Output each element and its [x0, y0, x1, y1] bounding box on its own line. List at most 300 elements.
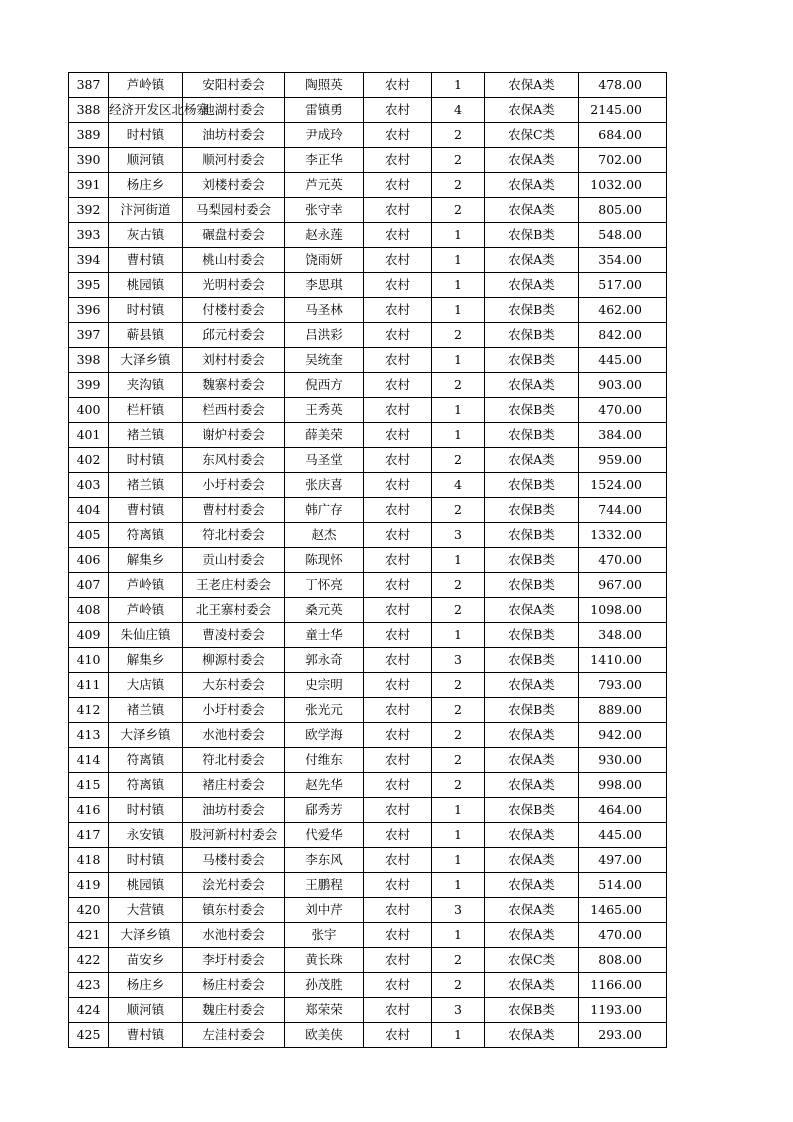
table-row: [69, 123, 667, 148]
records-table-body: [69, 73, 667, 1048]
table-row: [69, 173, 667, 198]
household-count-cell: 2: [432, 373, 485, 398]
row-number-cell: 391: [69, 173, 109, 198]
person-name-cell: 陈现怀: [285, 548, 364, 573]
table-row: [69, 273, 667, 298]
area-type-cell: 农村: [364, 1023, 432, 1048]
table-row: [69, 198, 667, 223]
insurance-category-cell: 农保A类: [485, 98, 579, 123]
insurance-category-cell: 农保A类: [485, 448, 579, 473]
town-cell: 朱仙庄镇: [109, 623, 183, 648]
row-number-cell: 388: [69, 98, 109, 123]
village-committee-cell: 北王寨村委会: [183, 598, 285, 623]
row-number-cell: 401: [69, 423, 109, 448]
row-number-cell: 404: [69, 498, 109, 523]
village-committee-cell: 水池村委会: [183, 923, 285, 948]
household-count-cell: 1: [432, 223, 485, 248]
household-count-cell: 2: [432, 123, 485, 148]
town-cell: 解集乡: [109, 548, 183, 573]
row-number-cell: 418: [69, 848, 109, 873]
person-name-cell: 吴统奎: [285, 348, 364, 373]
town-cell: 时村镇: [109, 448, 183, 473]
amount-cell: 942.00: [579, 723, 667, 748]
amount-cell: 1098.00: [579, 598, 667, 623]
insurance-category-cell: 农保A类: [485, 598, 579, 623]
row-number-cell: 419: [69, 873, 109, 898]
table-row: [69, 648, 667, 673]
person-name-cell: 倪西方: [285, 373, 364, 398]
row-number-cell: 421: [69, 923, 109, 948]
table-row: [69, 923, 667, 948]
amount-cell: 684.00: [579, 123, 667, 148]
amount-cell: 842.00: [579, 323, 667, 348]
area-type-cell: 农村: [364, 898, 432, 923]
village-committee-cell: 贡山村委会: [183, 548, 285, 573]
area-type-cell: 农村: [364, 348, 432, 373]
village-committee-cell: 刘村村委会: [183, 348, 285, 373]
person-name-cell: 桑元英: [285, 598, 364, 623]
person-name-cell: 马圣堂: [285, 448, 364, 473]
area-type-cell: 农村: [364, 423, 432, 448]
area-type-cell: 农村: [364, 298, 432, 323]
person-name-cell: 尹成玲: [285, 123, 364, 148]
household-count-cell: 2: [432, 198, 485, 223]
household-count-cell: 1: [432, 1023, 485, 1048]
town-cell: 顺河镇: [109, 148, 183, 173]
amount-cell: 930.00: [579, 748, 667, 773]
area-type-cell: 农村: [364, 448, 432, 473]
table-row: [69, 473, 667, 498]
table-row: [69, 848, 667, 873]
area-type-cell: 农村: [364, 973, 432, 998]
table-row: [69, 373, 667, 398]
person-name-cell: 童士华: [285, 623, 364, 648]
area-type-cell: 农村: [364, 73, 432, 98]
insurance-category-cell: 农保A类: [485, 873, 579, 898]
table-row: [69, 798, 667, 823]
town-cell: 芦岭镇: [109, 598, 183, 623]
amount-cell: 744.00: [579, 498, 667, 523]
amount-cell: 517.00: [579, 273, 667, 298]
table-row: [69, 148, 667, 173]
amount-cell: 470.00: [579, 548, 667, 573]
person-name-cell: 薛美荣: [285, 423, 364, 448]
area-type-cell: 农村: [364, 598, 432, 623]
amount-cell: 462.00: [579, 298, 667, 323]
person-name-cell: 郭永奇: [285, 648, 364, 673]
town-cell: 夹沟镇: [109, 373, 183, 398]
village-committee-cell: 池湖村委会: [183, 98, 285, 123]
row-number-cell: 411: [69, 673, 109, 698]
person-name-cell: 欧学海: [285, 723, 364, 748]
row-number-cell: 399: [69, 373, 109, 398]
household-count-cell: 1: [432, 348, 485, 373]
insurance-category-cell: 农保A类: [485, 198, 579, 223]
insurance-category-cell: 农保A类: [485, 148, 579, 173]
household-count-cell: 2: [432, 948, 485, 973]
person-name-cell: 李思琪: [285, 273, 364, 298]
row-number-cell: 414: [69, 748, 109, 773]
town-cell: 褚兰镇: [109, 698, 183, 723]
row-number-cell: 416: [69, 798, 109, 823]
amount-cell: 384.00: [579, 423, 667, 448]
person-name-cell: 赵先华: [285, 773, 364, 798]
insurance-category-cell: 农保C类: [485, 948, 579, 973]
area-type-cell: 农村: [364, 548, 432, 573]
insurance-category-cell: 农保A类: [485, 848, 579, 873]
table-row: [69, 948, 667, 973]
area-type-cell: 农村: [364, 248, 432, 273]
town-cell: 芦岭镇: [109, 573, 183, 598]
row-number-cell: 403: [69, 473, 109, 498]
town-cell: 曹村镇: [109, 1023, 183, 1048]
village-committee-cell: 符北村委会: [183, 748, 285, 773]
area-type-cell: 农村: [364, 398, 432, 423]
insurance-category-cell: 农保B类: [485, 798, 579, 823]
village-committee-cell: 柳源村委会: [183, 648, 285, 673]
area-type-cell: 农村: [364, 223, 432, 248]
area-type-cell: 农村: [364, 923, 432, 948]
person-name-cell: 李东风: [285, 848, 364, 873]
row-number-cell: 397: [69, 323, 109, 348]
insurance-category-cell: 农保A类: [485, 73, 579, 98]
village-committee-cell: 谢炉村委会: [183, 423, 285, 448]
household-count-cell: 1: [432, 248, 485, 273]
table-row: [69, 598, 667, 623]
town-cell: 杨庄乡: [109, 973, 183, 998]
row-number-cell: 394: [69, 248, 109, 273]
town-cell: 时村镇: [109, 123, 183, 148]
insurance-category-cell: 农保B类: [485, 648, 579, 673]
village-committee-cell: 付楼村委会: [183, 298, 285, 323]
village-committee-cell: 马梨园村委会: [183, 198, 285, 223]
amount-cell: 497.00: [579, 848, 667, 873]
town-cell: 杨庄乡: [109, 173, 183, 198]
table-row: [69, 98, 667, 123]
village-committee-cell: 杨庄村委会: [183, 973, 285, 998]
village-committee-cell: 浍光村委会: [183, 873, 285, 898]
insurance-category-cell: 农保B类: [485, 698, 579, 723]
town-cell: 芦岭镇: [109, 73, 183, 98]
person-name-cell: 赵永莲: [285, 223, 364, 248]
amount-cell: 548.00: [579, 223, 667, 248]
village-committee-cell: 水池村委会: [183, 723, 285, 748]
town-cell: 汴河街道: [109, 198, 183, 223]
area-type-cell: 农村: [364, 623, 432, 648]
household-count-cell: 3: [432, 648, 485, 673]
amount-cell: 470.00: [579, 923, 667, 948]
table-row: [69, 773, 667, 798]
row-number-cell: 396: [69, 298, 109, 323]
village-committee-cell: 安阳村委会: [183, 73, 285, 98]
household-count-cell: 3: [432, 998, 485, 1023]
area-type-cell: 农村: [364, 948, 432, 973]
town-cell: 桃园镇: [109, 273, 183, 298]
records-table: [68, 72, 667, 1048]
amount-cell: 998.00: [579, 773, 667, 798]
person-name-cell: 饶雨妍: [285, 248, 364, 273]
amount-cell: 1332.00: [579, 523, 667, 548]
amount-cell: 702.00: [579, 148, 667, 173]
insurance-category-cell: 农保A类: [485, 898, 579, 923]
village-committee-cell: 油坊村委会: [183, 123, 285, 148]
town-cell: 大泽乡镇: [109, 923, 183, 948]
table-row: [69, 723, 667, 748]
insurance-category-cell: 农保C类: [485, 123, 579, 148]
table-row: [69, 448, 667, 473]
household-count-cell: 1: [432, 273, 485, 298]
insurance-category-cell: 农保A类: [485, 673, 579, 698]
town-cell: 褚兰镇: [109, 423, 183, 448]
town-cell: 大泽乡镇: [109, 723, 183, 748]
area-type-cell: 农村: [364, 723, 432, 748]
village-committee-cell: 碾盘村委会: [183, 223, 285, 248]
area-type-cell: 农村: [364, 573, 432, 598]
insurance-category-cell: 农保A类: [485, 248, 579, 273]
household-count-cell: 1: [432, 73, 485, 98]
amount-cell: 470.00: [579, 398, 667, 423]
town-cell: 顺河镇: [109, 998, 183, 1023]
amount-cell: 1193.00: [579, 998, 667, 1023]
town-cell: 大店镇: [109, 673, 183, 698]
town-cell: 曹村镇: [109, 248, 183, 273]
row-number-cell: 400: [69, 398, 109, 423]
insurance-category-cell: 农保B类: [485, 548, 579, 573]
amount-cell: 959.00: [579, 448, 667, 473]
insurance-category-cell: 农保A类: [485, 823, 579, 848]
amount-cell: 2145.00: [579, 98, 667, 123]
household-count-cell: 2: [432, 598, 485, 623]
row-number-cell: 422: [69, 948, 109, 973]
row-number-cell: 389: [69, 123, 109, 148]
person-name-cell: 王秀英: [285, 398, 364, 423]
row-number-cell: 392: [69, 198, 109, 223]
row-number-cell: 395: [69, 273, 109, 298]
insurance-category-cell: 农保A类: [485, 748, 579, 773]
table-row: [69, 573, 667, 598]
table-row: [69, 323, 667, 348]
amount-cell: 805.00: [579, 198, 667, 223]
table-row: [69, 398, 667, 423]
table-row: [69, 973, 667, 998]
person-name-cell: 张宇: [285, 923, 364, 948]
village-committee-cell: 油坊村委会: [183, 798, 285, 823]
amount-cell: 889.00: [579, 698, 667, 723]
area-type-cell: 农村: [364, 323, 432, 348]
person-name-cell: 欧美侠: [285, 1023, 364, 1048]
table-row: [69, 423, 667, 448]
row-number-cell: 412: [69, 698, 109, 723]
table-row: [69, 1023, 667, 1048]
household-count-cell: 2: [432, 723, 485, 748]
table-row: [69, 873, 667, 898]
insurance-category-cell: 农保A类: [485, 773, 579, 798]
table-row: [69, 673, 667, 698]
area-type-cell: 农村: [364, 748, 432, 773]
person-name-cell: 韩广存: [285, 498, 364, 523]
village-committee-cell: 刘楼村委会: [183, 173, 285, 198]
person-name-cell: 丁怀亮: [285, 573, 364, 598]
table-row: [69, 523, 667, 548]
insurance-category-cell: 农保B类: [485, 423, 579, 448]
insurance-category-cell: 农保B类: [485, 473, 579, 498]
town-cell: 桃园镇: [109, 873, 183, 898]
village-committee-cell: 栏西村委会: [183, 398, 285, 423]
person-name-cell: 李正华: [285, 148, 364, 173]
amount-cell: 293.00: [579, 1023, 667, 1048]
table-row: [69, 698, 667, 723]
insurance-category-cell: 农保B类: [485, 348, 579, 373]
town-cell: 栏杆镇: [109, 398, 183, 423]
area-type-cell: 农村: [364, 998, 432, 1023]
table-row: [69, 548, 667, 573]
amount-cell: 967.00: [579, 573, 667, 598]
household-count-cell: 2: [432, 323, 485, 348]
table-row: [69, 898, 667, 923]
area-type-cell: 农村: [364, 173, 432, 198]
town-cell: 经济开发区北杨寨: [109, 98, 183, 123]
row-number-cell: 423: [69, 973, 109, 998]
person-name-cell: 郈秀芳: [285, 798, 364, 823]
village-committee-cell: 镇东村委会: [183, 898, 285, 923]
household-count-cell: 2: [432, 673, 485, 698]
area-type-cell: 农村: [364, 698, 432, 723]
amount-cell: 1524.00: [579, 473, 667, 498]
insurance-category-cell: 农保A类: [485, 1023, 579, 1048]
table-row: [69, 748, 667, 773]
village-committee-cell: 顺河村委会: [183, 148, 285, 173]
household-count-cell: 1: [432, 923, 485, 948]
row-number-cell: 417: [69, 823, 109, 848]
town-cell: 大营镇: [109, 898, 183, 923]
town-cell: 褚兰镇: [109, 473, 183, 498]
amount-cell: 1410.00: [579, 648, 667, 673]
person-name-cell: 芦元英: [285, 173, 364, 198]
area-type-cell: 农村: [364, 198, 432, 223]
person-name-cell: 陶照英: [285, 73, 364, 98]
amount-cell: 514.00: [579, 873, 667, 898]
village-committee-cell: 邱元村委会: [183, 323, 285, 348]
person-name-cell: 赵杰: [285, 523, 364, 548]
insurance-category-cell: 农保B类: [485, 623, 579, 648]
household-count-cell: 2: [432, 973, 485, 998]
insurance-category-cell: 农保A类: [485, 173, 579, 198]
person-name-cell: 马圣林: [285, 298, 364, 323]
town-cell: 曹村镇: [109, 498, 183, 523]
household-count-cell: 2: [432, 173, 485, 198]
person-name-cell: 刘中芹: [285, 898, 364, 923]
household-count-cell: 4: [432, 473, 485, 498]
village-committee-cell: 王老庄村委会: [183, 573, 285, 598]
town-cell: 时村镇: [109, 848, 183, 873]
town-cell: 永安镇: [109, 823, 183, 848]
village-committee-cell: 符北村委会: [183, 523, 285, 548]
row-number-cell: 415: [69, 773, 109, 798]
village-committee-cell: 大东村委会: [183, 673, 285, 698]
town-cell: 蕲县镇: [109, 323, 183, 348]
insurance-category-cell: 农保B类: [485, 523, 579, 548]
table-row: [69, 298, 667, 323]
person-name-cell: 郑荣荣: [285, 998, 364, 1023]
village-committee-cell: 曹村村委会: [183, 498, 285, 523]
area-type-cell: 农村: [364, 823, 432, 848]
town-cell: 符离镇: [109, 523, 183, 548]
household-count-cell: 2: [432, 448, 485, 473]
amount-cell: 793.00: [579, 673, 667, 698]
row-number-cell: 406: [69, 548, 109, 573]
town-cell: 时村镇: [109, 798, 183, 823]
town-cell: 大泽乡镇: [109, 348, 183, 373]
town-cell: 符离镇: [109, 773, 183, 798]
area-type-cell: 农村: [364, 98, 432, 123]
row-number-cell: 425: [69, 1023, 109, 1048]
area-type-cell: 农村: [364, 798, 432, 823]
household-count-cell: 1: [432, 423, 485, 448]
village-committee-cell: 曹凌村委会: [183, 623, 285, 648]
household-count-cell: 2: [432, 498, 485, 523]
amount-cell: 354.00: [579, 248, 667, 273]
household-count-cell: 2: [432, 698, 485, 723]
amount-cell: 1465.00: [579, 898, 667, 923]
household-count-cell: 1: [432, 398, 485, 423]
insurance-category-cell: 农保A类: [485, 723, 579, 748]
row-number-cell: 398: [69, 348, 109, 373]
person-name-cell: 王鹏程: [285, 873, 364, 898]
household-count-cell: 2: [432, 773, 485, 798]
insurance-category-cell: 农保B类: [485, 298, 579, 323]
person-name-cell: 吕洪彩: [285, 323, 364, 348]
town-cell: 灰古镇: [109, 223, 183, 248]
amount-cell: 464.00: [579, 798, 667, 823]
insurance-category-cell: 农保A类: [485, 923, 579, 948]
area-type-cell: 农村: [364, 848, 432, 873]
household-count-cell: 1: [432, 848, 485, 873]
area-type-cell: 农村: [364, 273, 432, 298]
table-row: [69, 498, 667, 523]
insurance-category-cell: 农保B类: [485, 223, 579, 248]
amount-cell: 1032.00: [579, 173, 667, 198]
village-committee-cell: 股河新村村委会: [183, 823, 285, 848]
household-count-cell: 1: [432, 623, 485, 648]
village-committee-cell: 小圩村委会: [183, 698, 285, 723]
amount-cell: 348.00: [579, 623, 667, 648]
row-number-cell: 413: [69, 723, 109, 748]
row-number-cell: 407: [69, 573, 109, 598]
insurance-category-cell: 农保A类: [485, 273, 579, 298]
town-cell: 时村镇: [109, 298, 183, 323]
household-count-cell: 2: [432, 748, 485, 773]
amount-cell: 903.00: [579, 373, 667, 398]
household-count-cell: 1: [432, 548, 485, 573]
row-number-cell: 410: [69, 648, 109, 673]
household-count-cell: 1: [432, 873, 485, 898]
amount-cell: 1166.00: [579, 973, 667, 998]
row-number-cell: 390: [69, 148, 109, 173]
table-row: [69, 223, 667, 248]
table-row: [69, 73, 667, 98]
row-number-cell: 424: [69, 998, 109, 1023]
amount-cell: 808.00: [579, 948, 667, 973]
person-name-cell: 孙茂胜: [285, 973, 364, 998]
insurance-category-cell: 农保A类: [485, 373, 579, 398]
area-type-cell: 农村: [364, 523, 432, 548]
area-type-cell: 农村: [364, 673, 432, 698]
household-count-cell: 3: [432, 898, 485, 923]
table-row: [69, 348, 667, 373]
village-committee-cell: 李圩村委会: [183, 948, 285, 973]
village-committee-cell: 光明村委会: [183, 273, 285, 298]
village-committee-cell: 马楼村委会: [183, 848, 285, 873]
